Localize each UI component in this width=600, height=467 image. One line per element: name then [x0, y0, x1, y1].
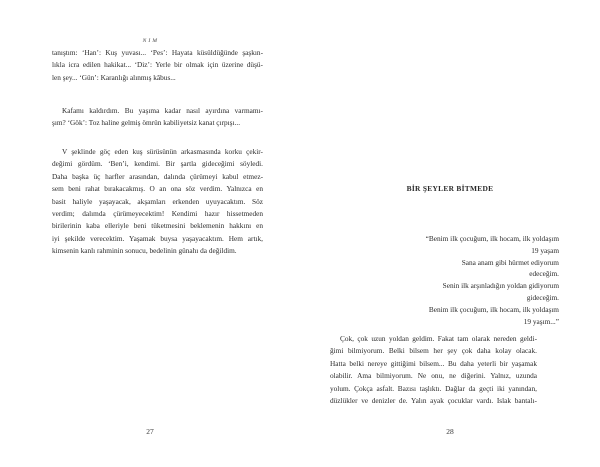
chapter-title: BİR ŞEYLER BİTMEDE — [406, 184, 494, 193]
poem-line: 19 yaşam — [531, 245, 559, 255]
right-paragraph-1 — [330, 333, 537, 407]
text-line: değimi gördüm. ‘Ben’i, kendimi. Bir şartla gideceğimi söyledi. — [52, 159, 263, 169]
text-line: ğimi bilmiyorum. Belki bilsem her şey çok daha kolay olacak. — [330, 346, 537, 356]
text-line: sem beni rahat bırakacakmış. O an ona söz verdim. Yalnızca en — [52, 184, 263, 194]
left-paragraph-3 — [52, 146, 263, 258]
text-line: Daha başka üç harfler arasından, dalında çürümeyi kabul etmez- — [52, 171, 263, 181]
text-line: verdim; dalımda çürümeyecektim! Kendimi hazır hissetmeden — [52, 209, 263, 219]
poem-line: edeceğim. — [529, 269, 559, 279]
text-line: Hatta belki nereye gittiğimi bilsem... Bu daha yeterli bir yaşamak — [330, 358, 537, 368]
text-line: lıkla icra edilen hakikat... ‘Diz’: Yerle bir olmak için üzerine düşü- — [52, 60, 263, 70]
text-line: tanıştım: ‘Han’: Kuş yuvası... ‘Pes’: Hayata küsüldüğünde şaşkın- — [52, 48, 263, 57]
page-number: 28 — [446, 427, 454, 436]
text-line: Kafamı kaldırdım. Bu yaşıma kadar nasıl ayırdına varmamı- — [62, 106, 263, 115]
text-line: birilerinin kaba elleriyle beni tüketmesini beklemenin hakkını en — [52, 221, 263, 231]
text-line: düzlükler ve denizler de. Yalın ayak çocuklar vardı. Islak bantalı- — [330, 396, 537, 406]
text-line: kimsenin kanlı rahminin sonucu, bedelinin günahı da değildim. — [52, 246, 237, 256]
text-line: olabilir. Ama bilmiyorum. Ne onu, ne diğerini. Yalnız, uzunda — [330, 371, 537, 381]
poem-line: Sana anam gibi hürmet ediyorum — [461, 257, 559, 267]
poem-line: Benim ilk çocuğum, ilk hocam, ilk yoldaşım — [428, 304, 559, 314]
text-line: iyi şekilde verecektim. Yaşamak buysa yaşayacaktım. Hem artık, — [52, 233, 263, 243]
left-paragraph-2 — [52, 105, 263, 130]
page-number: 27 — [146, 427, 154, 436]
left-paragraph-1 — [52, 47, 263, 84]
text-line: şım? ‘Gök’: Toz haline gelmiş ömrün kabiliyetsiz kanat çırpışı... — [52, 118, 241, 128]
text-line: V şeklinde göç eden kuş sürüsünün arkasmasında korku çekir- — [62, 147, 263, 156]
epigraph-poem — [426, 233, 559, 327]
poem-line: gideceğim. — [526, 292, 559, 302]
poem-line: 19 yaşım...” — [523, 316, 559, 326]
poem-line: “Benim ilk çocuğum, ilk hocam, ilk yoldaşım — [425, 234, 559, 243]
running-header: N I M — [142, 38, 158, 44]
poem-line: Senin ilk arşınladığın yoldan gidiyorum — [442, 281, 559, 291]
text-line: yolum. Çokça asfalt. Bazısı taşlıktı. Dağlar da geçti iki yanından, — [330, 383, 537, 393]
text-line: Çok, çok uzun yoldan geldim. Fakat tam olarak nereden geldi- — [340, 334, 537, 343]
right-page — [300, 0, 600, 467]
text-line: len şey... ‘Gün’: Karanlığı alınmış kâbus... — [52, 72, 176, 82]
text-line: basit haliyle yaşayacak, akşamları erkenden uyuyacaktım. Söz — [52, 196, 263, 206]
